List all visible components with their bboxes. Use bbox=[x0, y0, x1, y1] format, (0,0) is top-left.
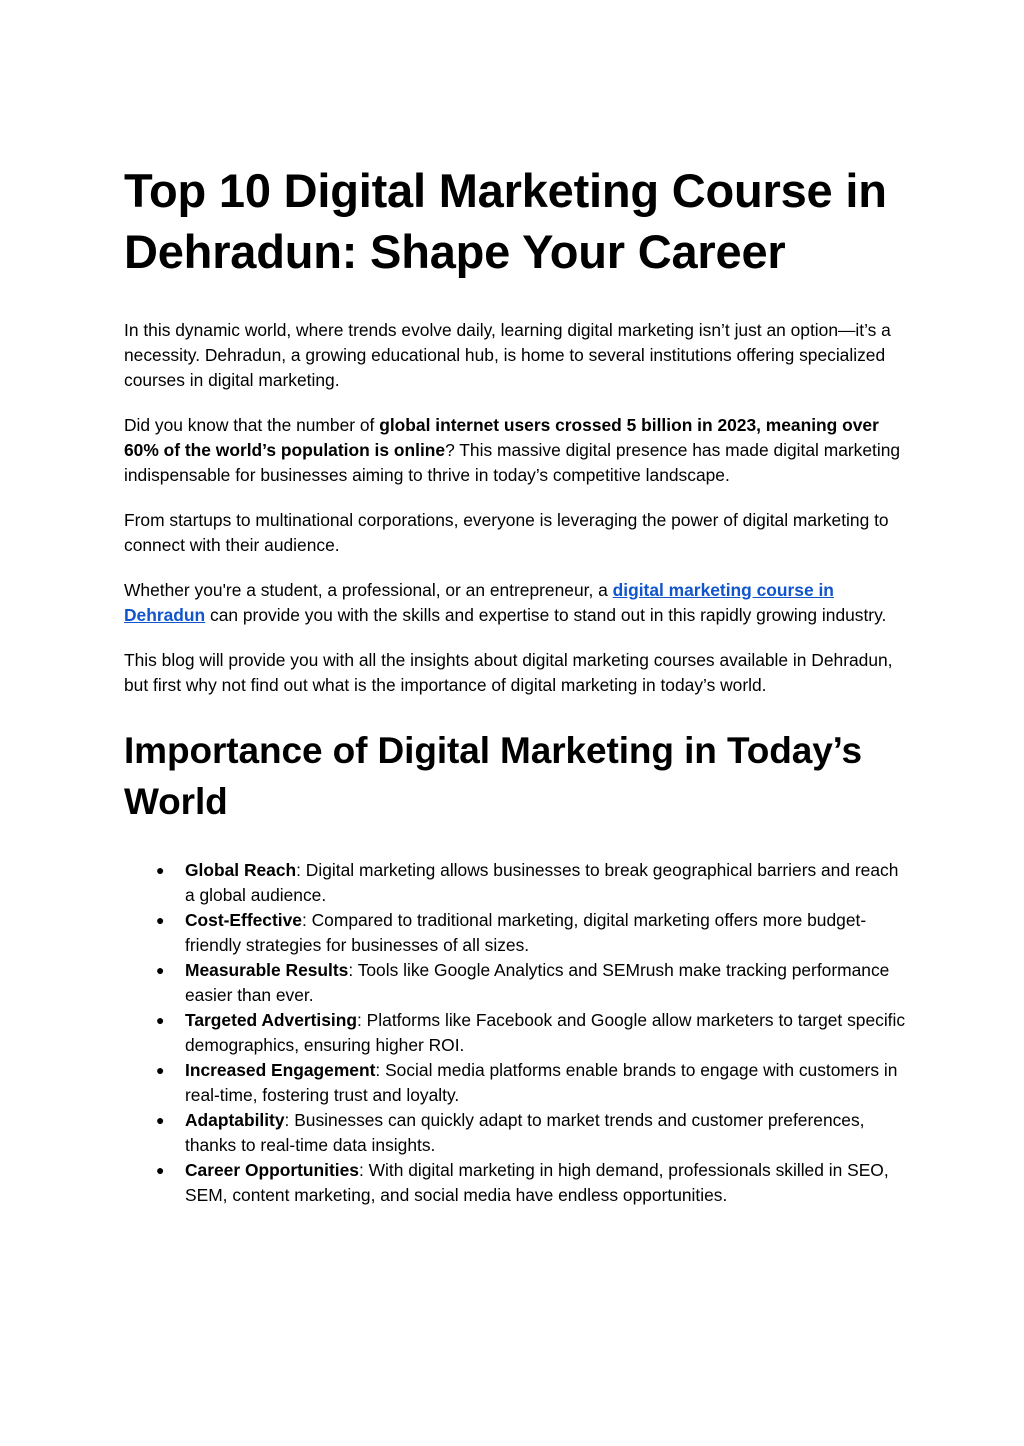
importance-list bbox=[124, 858, 909, 1208]
list-item-term: Cost-Effective bbox=[185, 910, 302, 930]
list-item-text: : Businesses can quickly adapt to market trends and customer preferences, thanks to real-time data insights. bbox=[185, 1110, 865, 1155]
list-item bbox=[124, 958, 909, 1008]
bullet-icon: ● bbox=[156, 962, 165, 978]
startups-paragraph: From startups to multinational corporations, everyone is leveraging the power of digital marketing to connect with their audience. bbox=[124, 510, 889, 555]
list-item bbox=[124, 1108, 909, 1158]
intro-paragraph: In this dynamic world, where trends evolve daily, learning digital marketing isn’t just an option—it’s a necessity. Dehradun, a growing educational hub, is home to several institutions offering specialized courses in digital marketing. bbox=[124, 320, 891, 390]
list-item-term: Adaptability bbox=[185, 1110, 285, 1130]
list-item bbox=[124, 858, 909, 908]
bullet-icon: ● bbox=[156, 1012, 165, 1028]
list-item-text: : Social media platforms enable brands to engage with customers in real-time, fostering trust and loyalty. bbox=[185, 1060, 898, 1105]
list-item-term: Increased Engagement bbox=[185, 1060, 376, 1080]
list-item bbox=[124, 1158, 909, 1208]
audience-text-tail: can provide you with the skills and expertise to stand out in this rapidly growing industry. bbox=[205, 605, 887, 625]
bullet-icon: ● bbox=[156, 1062, 165, 1078]
statistics-text-tail: ? This massive digital presence has made digital marketing indispensable for businesses aiming to thrive in today’s competitive landscape. bbox=[124, 440, 901, 485]
list-item-text: : Tools like Google Analytics and SEMrush make tracking performance easier than ever. bbox=[185, 960, 890, 1005]
bullet-icon: ● bbox=[156, 1112, 165, 1128]
blog-intro-paragraph: This blog will provide you with all the insights about digital marketing courses available in Dehradun, but first why not find out what is the importance of digital marketing in today’s world. bbox=[124, 650, 893, 695]
list-item-term: Career Opportunities bbox=[185, 1160, 359, 1180]
audience-text-lead: Whether you're a student, a professional, or an entrepreneur, a bbox=[124, 580, 613, 600]
statistics-highlight: global internet users crossed 5 billion in 2023, meaning over 60% of the world’s population is online bbox=[124, 415, 879, 460]
bullet-icon: ● bbox=[156, 862, 165, 878]
list-item bbox=[124, 1058, 909, 1108]
statistics-text-lead: Did you know that the number of bbox=[124, 415, 380, 435]
list-item-term: Measurable Results bbox=[185, 960, 349, 980]
list-item-term: Targeted Advertising bbox=[185, 1010, 358, 1030]
bullet-icon: ● bbox=[156, 1162, 165, 1178]
list-item-text: : Digital marketing allows businesses to break geographical barriers and reach a global audience. bbox=[185, 860, 899, 905]
list-item bbox=[124, 908, 909, 958]
page-title: Top 10 Digital Marketing Course in Dehradun: Shape Your Career bbox=[124, 164, 887, 278]
section-heading: Importance of Digital Marketing in Today’s World bbox=[124, 730, 862, 822]
bullet-icon: ● bbox=[156, 912, 165, 928]
list-item-text: : Platforms like Facebook and Google allow marketers to target specific demographics, ensuring higher ROI. bbox=[185, 1010, 906, 1055]
list-item bbox=[124, 1008, 909, 1058]
statistics-paragraph bbox=[124, 413, 909, 488]
audience-paragraph bbox=[124, 578, 909, 628]
list-item-text: : With digital marketing in high demand, professionals skilled in SEO, SEM, content marketing, and social media have endless opportunities. bbox=[185, 1160, 889, 1205]
document-page bbox=[124, 160, 909, 1208]
list-item-term: Global Reach bbox=[185, 860, 297, 880]
course-link[interactable]: digital marketing course in Dehradun bbox=[124, 580, 834, 625]
list-item-text: : Compared to traditional marketing, digital marketing offers more budget-friendly strategies for businesses of all sizes. bbox=[185, 910, 867, 955]
